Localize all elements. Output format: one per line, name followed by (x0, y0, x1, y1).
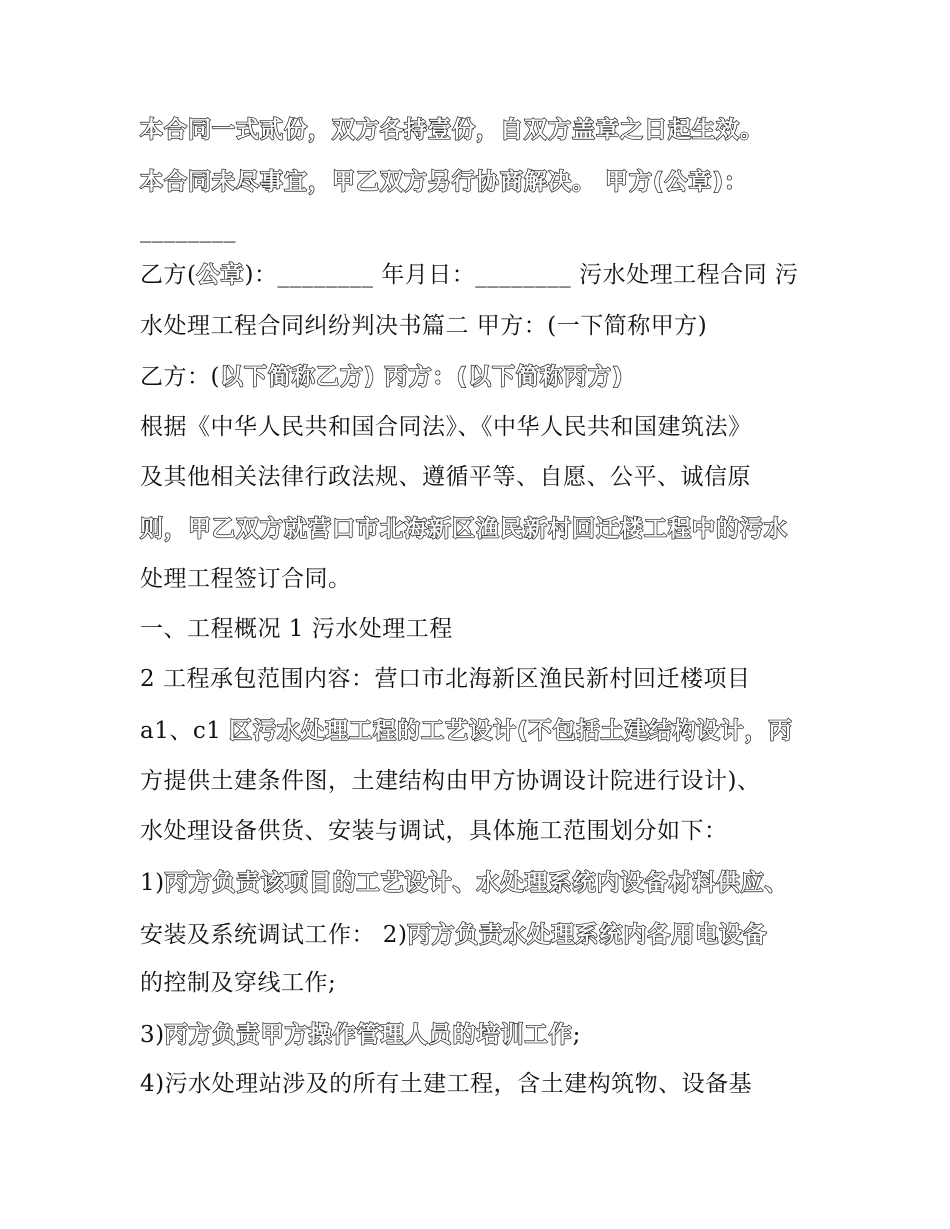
text-line-10: 处理工程签订合同。 (140, 566, 352, 592)
text-line-2: 本合同未尽事宜，甲乙双方另行协商解决。 甲方(公章)： (140, 169, 749, 195)
text-line-4-a: 乙方( (140, 262, 197, 288)
text-line-4-c: )：________ 年月日：________ 污水处理工程合同 污 (244, 262, 799, 288)
text-line-4 (140, 260, 798, 290)
text-line-14: 方提供土建条件图，土建结构由甲方协调设计院进行设计)、 (140, 768, 761, 794)
text-line-11: 一、工程概况 1 污水处理工程 (140, 616, 453, 642)
text-line-13 (140, 716, 793, 746)
text-line-4-b: 公章 (196, 262, 245, 288)
text-line-1: 本合同一式贰份，双方各持壹份，自双方盖章之日起生效。 (140, 117, 764, 143)
text-line-9: 则，甲乙双方就营口市北海新区渔民新村回迁楼工程中的污水 (140, 516, 788, 542)
text-line-8: 及其他相关法律行政法规、遵循平等、自愿、公平、诚信原 (140, 464, 751, 490)
text-line-16-a: 1) (140, 870, 165, 896)
text-line-13-a: a1、c1 (140, 718, 230, 744)
text-line-15: 水处理设备供货、安装与调试，具体施工范围划分如下： (140, 818, 728, 844)
text-line-3: ________ (140, 217, 236, 243)
text-line-17-b: 丙方负责水处理系统内各用电设备 (407, 922, 768, 948)
text-line-5: 水处理工程合同纠纷判决书篇二 甲方：(一下简称甲方) (140, 313, 708, 339)
text-line-16 (140, 868, 789, 898)
text-line-19-c: ; (572, 1022, 581, 1048)
text-line-7: 根据《中华人民共和国合同法》、《中华人民共和国建筑法》 (140, 414, 752, 440)
text-line-6-a: 乙方：( (140, 364, 220, 390)
text-line-6-b: 以下简称乙方) 丙方：(以下简称丙方) (219, 364, 624, 390)
text-line-6 (140, 362, 624, 392)
text-line-17-a: 安装及系统调试工作： 2) (140, 922, 408, 948)
text-line-12: 2 工程承包范围内容：营口市北海新区渔民新村回迁楼项目 (140, 666, 751, 692)
text-line-17 (140, 920, 767, 950)
text-line-19-b: 丙方负责甲方操作管理人员的培训工作 (164, 1022, 573, 1048)
text-line-16-b: 丙方负责该项目的工艺设计、水处理系统内设备材料供应、 (164, 870, 789, 896)
text-line-19 (140, 1020, 581, 1050)
text-line-20: 4)污水处理站涉及的所有土建工程，含土建构筑物、设备基 (140, 1071, 753, 1097)
text-line-13-b: 区污水处理工程的工艺设计(不包括土建结构设计，丙 (229, 718, 793, 744)
text-line-19-a: 3) (140, 1022, 165, 1048)
text-line-18: 的控制及穿线工作; (140, 970, 337, 996)
